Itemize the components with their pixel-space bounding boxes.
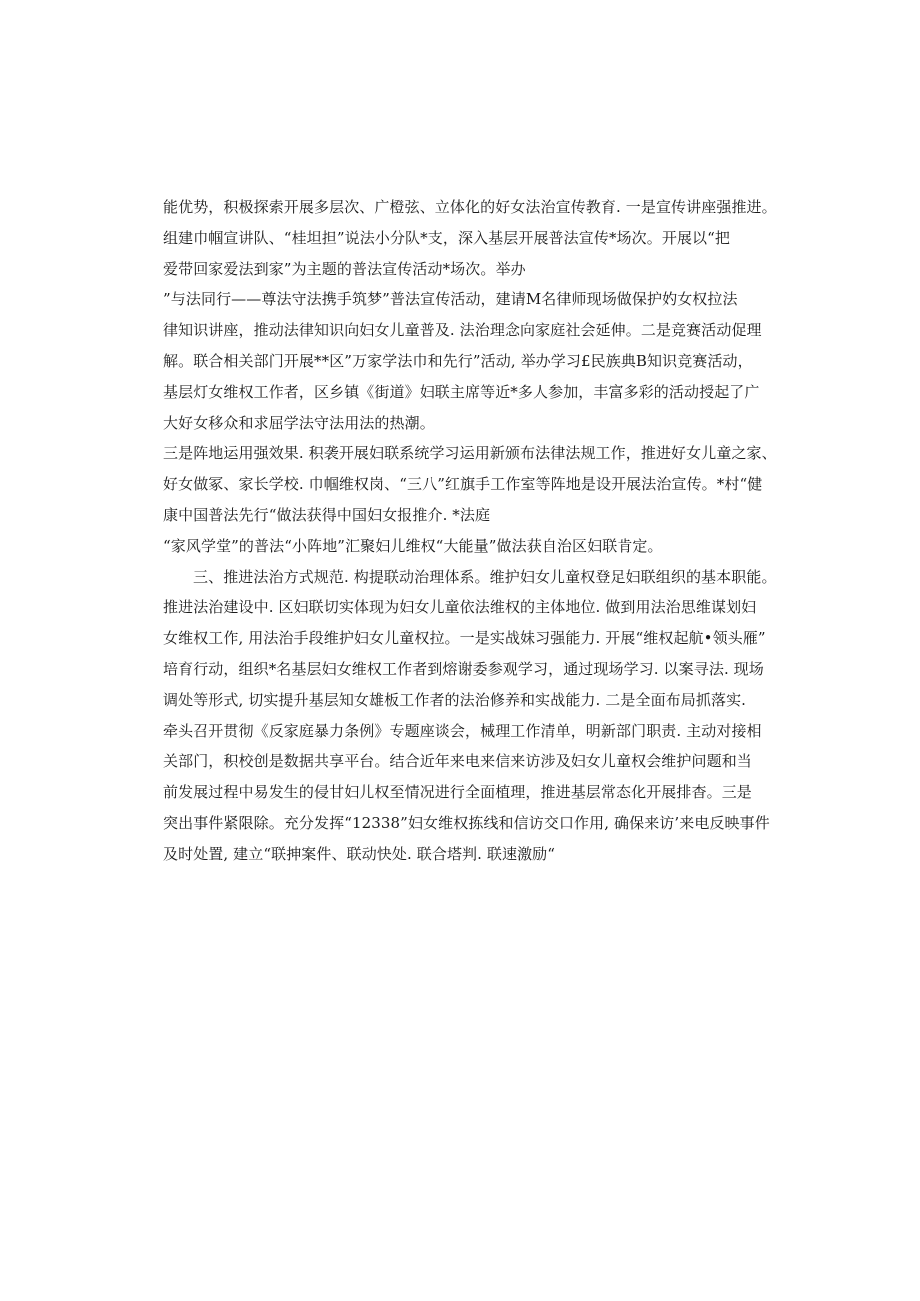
section-heading-line: 三、推进法治方式规范. 构提联动治理体系。维护妇女儿童权登足妇联组织的基本职能。: [193, 567, 777, 586]
text-line: 好女做冢、家长学校. 巾帼维权岗、“三八”红旗手工作室等阵地是设开展法治宣传。*村“健: [163, 475, 763, 494]
text-line: 康中国普法先行“做法获得中国妇女报推介. *法庭: [163, 505, 491, 524]
text-line: 爱带回家爱法到家”为主题的普法宣传活动*场次。举办: [163, 259, 526, 278]
text-line: 组建巾帼宣讲队、“桂坦担”说法小分队*支，深入基层开展普法宣传*场次。开展以“把: [163, 228, 731, 247]
document-body: [163, 192, 823, 870]
text-line: 律知识讲座，推动法律知识向妇女儿童普及. 法治理念向家庭社会延伸。二是竞赛活动促理: [163, 321, 762, 340]
text-line: 牵头召开贯彻《反家庭暴力条例》专题座谈会，械理工作清单，明新部门职责. 主动对接相: [163, 721, 762, 740]
text-line: ”与法同行——尊法守法携手筑梦”普法宣传活动，建请M名律师现场做保护妁女权拉法: [163, 290, 738, 309]
text-line: 推进法治建设中. 区妇联切实体现为妇女儿童依法维权的主体地位. 做到用法治思维谋划妇: [163, 598, 757, 617]
text-line: 三是阵地运用强效果. 积袭开展妇联系统学习运用新颁布法律法规工作，推进好女儿童之家、: [163, 444, 777, 463]
text-line: 女维权工作, 用法治手段维护妇女儿童权拉。一是实战妹习强能力. 开展“维权起航•领头雁”: [163, 629, 766, 648]
text-line: 培育行动，组织*名基层妇女维权工作者到熔谢委参观学习，通过现场学习. 以案寻法. 现场: [163, 659, 764, 678]
text-line: 前发展过程中易发生的侵甘妇儿权至情况进行全面植理，推进基层常态化开展排杳。三是: [163, 783, 752, 802]
text-line: “家风学堂”的普法“小阵地”汇聚妇儿维权“大能量”做法获自治区妇联肯定。: [163, 536, 663, 555]
text-line: 调处等形式, 切实提升基层知女雄板工作者的法治修养和实战能力. 二是全面布局抓落实.: [163, 690, 747, 709]
text-line: 及时处置, 建立“联抻案件、联动快处. 联合塔判. 联速激励“: [163, 844, 556, 863]
text-line: 关部门，积校创是数据共享平台。结合近年来电来信来访涉及妇女儿童权会维护问题和当: [163, 752, 752, 771]
text-line: 解。联合相关部门开展**区”万家学法巾和先行”活动, 举办学习£民族典B知识竞赛活动，: [163, 351, 753, 370]
text-line: 大好女移众和求屈学法守法用法的热潮。: [163, 413, 435, 432]
text-line: 突出事件紧限除。充分发挥“12338”妇女维权拣线和信访交口作用, 确保来访’来电反映事件: [163, 813, 770, 832]
text-line: 能优势，积极探索开展多层次、广橙弦、立体化的好女法治宣传教育. 一是宣传讲座强推进。: [163, 198, 777, 216]
text-line: 基层灯女维权工作者，区乡镇《街道》妇联主席等近*多人参加，丰富多彩的活动授起了广: [163, 382, 760, 401]
